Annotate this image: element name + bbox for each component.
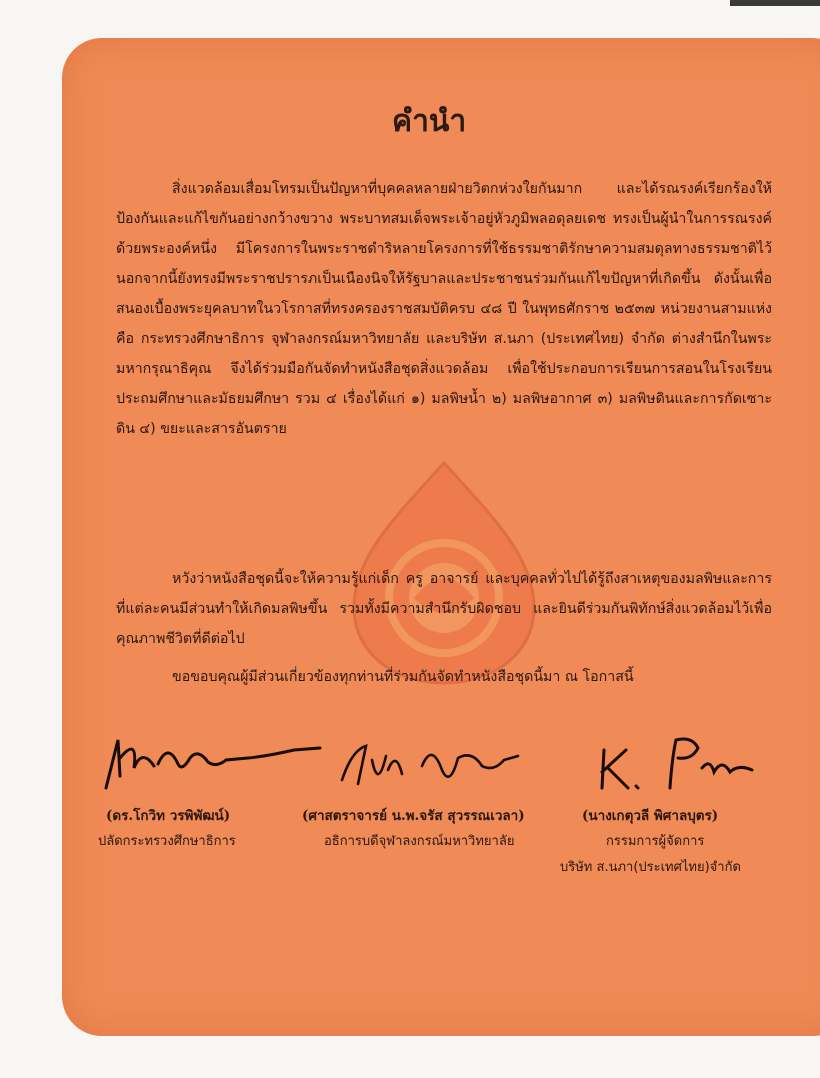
- signature-2-icon: [332, 730, 532, 800]
- signatory-3-name: (นางเกตุวลี พิศาลบุตร): [582, 808, 719, 824]
- signature-3-icon: [592, 728, 772, 798]
- preface-paragraph-3: ขอขอบคุณผู้มีส่วนเกี่ยวข้องทุกท่านที่ร่วมกันจัดทำหนังสือชุดนี้มา ณ โอกาสนี้: [172, 669, 634, 685]
- page-title: คำนำ: [392, 104, 467, 139]
- signature-1-icon: [98, 728, 328, 798]
- preface-paragraph-2: หวังว่าหนังสือชุดนี้จะให้ความรู้แก่เด็ก ครู อาจารย์ และบุคคลทั่วไปได้รู้ถึงสาเหตุของมลพิษและการที่แต่ละคนมีส่วนทำให้เกิดมลพิษขึ้น รวมทั้งมีความสำนึกรับผิดชอบ และยินดีร่วมกันพิทักษ์สิ่งแวดล้อมไว้เพื่อคุณภาพชีวิตที่ดีต่อไป: [116, 571, 772, 647]
- signatory-1-name: (ดร.โกวิท วรพิพัฒน์): [106, 808, 231, 824]
- signatory-2-role: อธิการบดีจุฬาลงกรณ์มหาวิทยาลัย: [324, 834, 515, 849]
- signatory-2-name: (ศาสตราจารย์ น.พ.จรัส สุวรรณเวลา): [302, 808, 525, 824]
- signatory-3-role: กรรมการผู้จัดการ: [606, 834, 705, 849]
- preface-panel: [62, 38, 820, 1036]
- signatory-3-company: บริษัท ส.นภา(ประเทศไทย)จำกัด: [560, 860, 741, 875]
- page-edge: [730, 0, 820, 6]
- signatory-1-role: ปลัดกระทรวงศึกษาธิการ: [98, 834, 236, 849]
- preface-paragraph-1: สิ่งแวดล้อมเสื่อมโทรมเป็นปัญหาที่บุคคลหลายฝ่ายวิตกห่วงใยกันมาก และได้รณรงค์เรียกร้องให้ป้องกันและแก้ไขกันอย่างกว้างขวาง พระบาทสมเด็จพระเจ้าอยู่หัวภูมิพลอดุลยเดช ทรงเป็นผู้นำในการรณรงค์ด้วยพระองค์หนึ่ง มีโครงการในพระราชดำริหลายโครงการที่ใช้ธรรมชาติรักษาความสมดุลทางธรรมชาติไว้ นอกจากนี้ยังทรงมีพระราชปรารภเป็นเนืองนิจให้รัฐบาลและประชาชนร่วมกันแก้ไขปัญหาที่เกิดขึ้น ดังนั้นเพื่อสนองเบื้องพระยุคลบาทในวโรกาสที่ทรงครองราชสมบัติครบ ๔๘ ปี ในพุทธศักราช ๒๕๓๗ หน่วยงานสามแห่งคือ กระทรวงศึกษาธิการ จุฬาลงกรณ์มหาวิทยาลัย และบริษัท ส.นภา (ประเทศไทย) จำกัด ต่างสำนึกในพระมหากรุณาธิคุณ จึงได้ร่วมมือกันจัดทำหนังสือชุดสิ่งแวดล้อม เพื่อใช้ประกอบการเรียนการสอนในโรงเรียนประถมศึกษาและมัธยมศึกษา รวม ๔ เรื่องได้แก่ ๑) มลพิษน้ำ ๒) มลพิษอากาศ ๓) มลพิษดินและการกัดเซาะดิน ๔) ขยะและสารอันตราย: [116, 181, 772, 437]
